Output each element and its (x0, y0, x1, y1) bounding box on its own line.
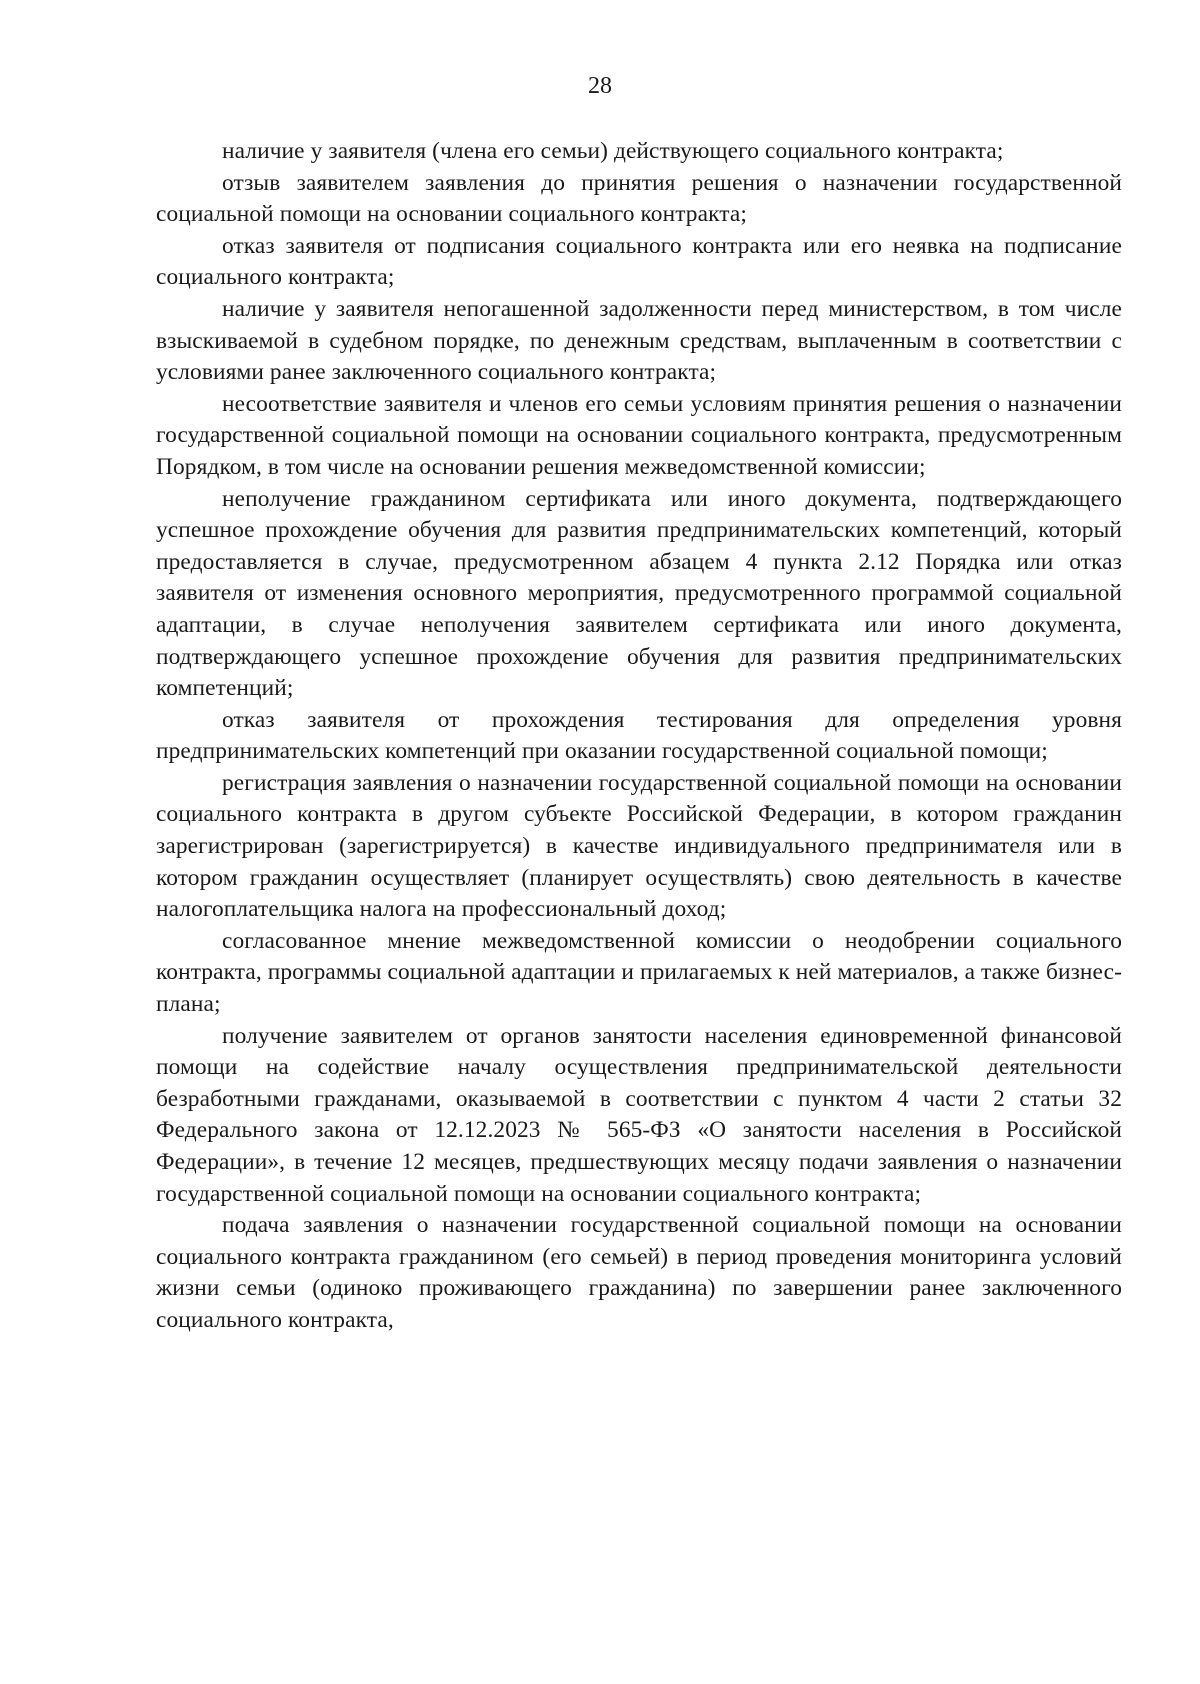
page-number: 28 (588, 73, 612, 99)
paragraph-other-region-registration: регистрация заявления о назначении государственной социальной помощи на основании социального контракта в другом субъекте Российской Федерации, в котором гражданин зарегистрирован (зарегистрируется) в качестве индивидуального предпринимателя или в котором гражданин осуществляет (планирует осуществлять) свою деятельность в качестве налогоплательщика налога на профессиональный доход; (156, 769, 1122, 923)
paragraph-testing-refusal: отказ заявителя от прохождения тестирования для определения уровня предпринимательских компетенций при оказании государственной социальной помощи; (156, 706, 1122, 765)
paragraph-application-withdrawal: отзыв заявителем заявления до принятия решения о назначении государственной социальной помощи на основании социального контракта; (156, 169, 1122, 228)
paragraph-employment-assistance: получение заявителем от органов занятости населения единовременной финансовой помощи на содействие началу осуществления предпринимательской деятельности безработными гражданами, оказываемой в соответствии с пунктом 4 части 2 статьи 32 Федерального закона от 12.12.2023 № 565-ФЗ «О занятости населения в Российской Федерации», в течение 12 месяцев, предшествующих месяцу подачи заявления о назначении государственной социальной помощи на основании социального контракта; (156, 1022, 1122, 1207)
document-body (156, 136, 1122, 1337)
paragraph-outstanding-debt: наличие у заявителя непогашенной задолженности перед министерством, в том числе взыскиваемой в судебном порядке, по денежным средствам, выплаченным в соответствии с условиями ранее заключенного социального контракта; (156, 295, 1122, 386)
paragraph-commission-disapproval: согласованное мнение межведомственной комиссии о неодобрении социального контракта, программы социальной адаптации и прилагаемых к ней материалов, а также бизнес-плана; (156, 927, 1122, 1018)
paragraph-monitoring-period: подача заявления о назначении государственной социальной помощи на основании социального контракта гражданином (его семьей) в период проведения мониторинга условий жизни семьи (одиноко проживающего гражданина) по завершении ранее заключенного социального контракта, (156, 1212, 1122, 1333)
paragraph-missing-certificate: неполучение гражданином сертификата или иного документа, подтверждающего успешное прохождение обучения для развития предпринимательских компетенций, который предоставляется в случае, предусмотренном абзацем 4 пункта 2.12 Порядка или отказ заявителя от изменения основного мероприятия, предусмотренного программой социальной адаптации, в случае неполучения заявителем сертификата или иного документа, подтверждающего успешное прохождение обучения для развития предпринимательских компетенций; (156, 485, 1122, 702)
paragraph-signing-refusal: отказ заявителя от подписания социального контракта или его неявка на подписание социального контракта; (156, 232, 1122, 291)
paragraph-nonconformity: несоответствие заявителя и членов его семьи условиям принятия решения о назначении государственной социальной помощи на основании социального контракта, предусмотренным Порядком, в том числе на основании решения межведомственной комиссии; (156, 390, 1122, 480)
paragraph-active-contract: наличие у заявителя (члена его семьи) действующего социального контракта; (222, 138, 1004, 164)
